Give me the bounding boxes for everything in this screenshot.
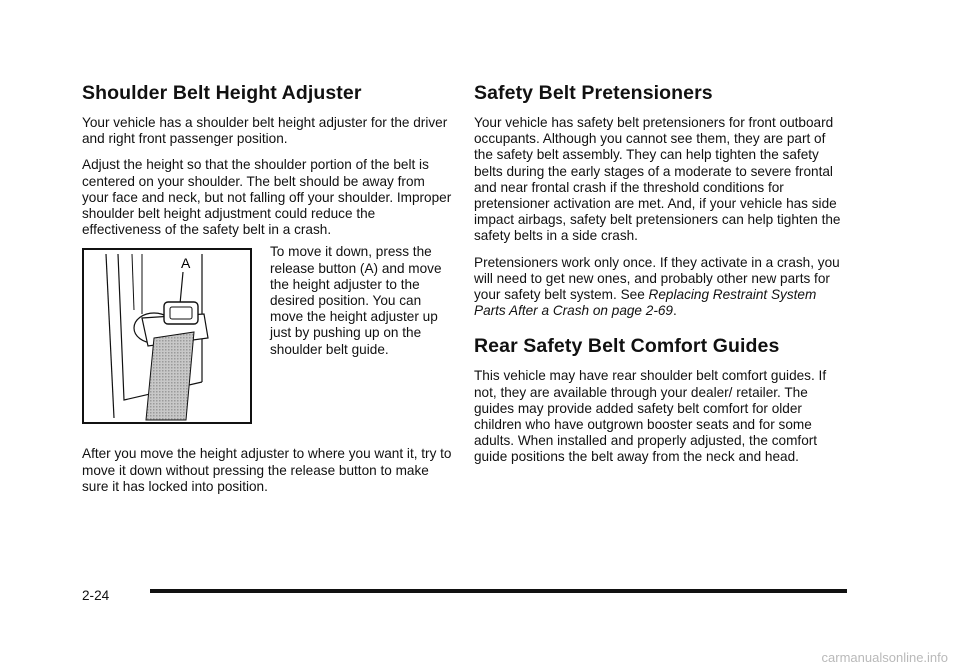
paragraph: Your vehicle has safety belt pretensioners for front outboard occupants. Although you cannot see them, they are part of the safety belt assembly. They can help tighten the safety belts during the early stages of a moderate to severe frontal and near frontal crash if the threshold conditions for pretensioner activation are met. And, if your vehicle has side impact airbags, safety belt pretensioners can help tighten the safety belts in a side crash. [474, 115, 841, 244]
paragraph: This vehicle may have rear shoulder belt comfort guides. If not, they are available through your dealer/ retailer. The guides may provide added safety belt comfort for older children who have outgrown booster seats and for some adults. When installed and properly adjusted, the comfort guide positions the belt away from the neck and head. [474, 368, 827, 465]
release-button-face [170, 307, 192, 319]
paragraph: After you move the height adjuster to where you want it, try to move it down without pressing the release button to make sure it has locked into position. [82, 446, 452, 494]
track-line [132, 254, 134, 310]
right-column [474, 82, 846, 476]
figure-row [82, 244, 454, 424]
section-heading-shoulder-belt: Shoulder Belt Height Adjuster [82, 82, 362, 104]
belt-adjuster-illustration [82, 248, 252, 424]
figure-label-a: A [181, 255, 191, 272]
label-leader-line [180, 272, 183, 304]
belt-webbing [146, 332, 194, 420]
pillar-line [106, 254, 114, 418]
left-column [82, 82, 454, 505]
paragraph: Adjust the height so that the shoulder portion of the belt is centered on your shoulder. The belt should be away from your face and neck, but not falling off your shoulder. Improper shoulder belt height adjustment could reduce the effectiveness of the safety belt in a crash. [82, 157, 452, 238]
watermark: carmanualsonline.info [821, 650, 948, 665]
page-number: 2-24 [82, 588, 110, 603]
paragraph-text: Pretensioners work only once. If they activate in a crash, you will need to get new ones, and probably other new parts for your safety belt system. See [474, 254, 840, 303]
period: . [672, 303, 677, 319]
section-heading-comfort-guides: Rear Safety Belt Comfort Guides [474, 335, 780, 358]
section-heading-pretensioners: Safety Belt Pretensioners [474, 82, 713, 104]
paragraph [474, 255, 846, 320]
page-reference-link[interactable]: Replacing Restraint System Parts After a Crash on page 2-69 [474, 287, 817, 319]
footer-rule [150, 589, 847, 593]
paragraph: Your vehicle has a shoulder belt height adjuster for the driver and right front passenger position. [82, 115, 448, 147]
figure-caption: To move it down, press the release button (A) and move the height adjuster to the desired position. You can move the height adjuster up just by pushing up on the shoulder belt guide. [270, 244, 442, 357]
